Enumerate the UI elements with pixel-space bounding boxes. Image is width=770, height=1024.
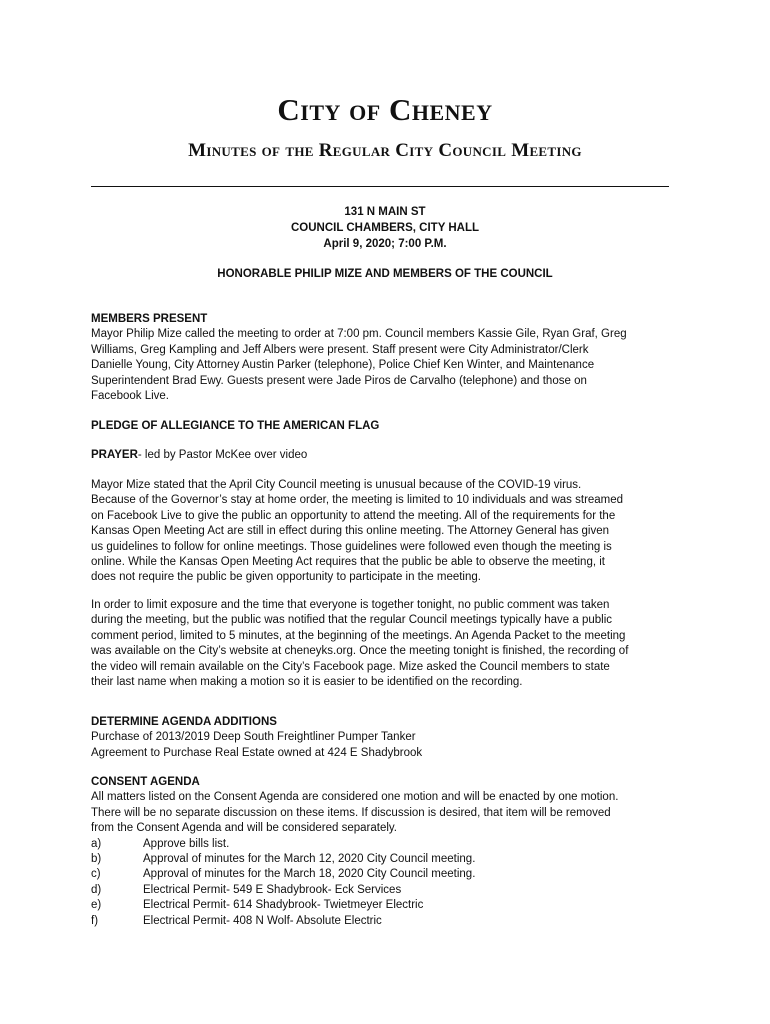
paragraph-line: online. While the Kansas Open Meeting Act requires that the public be able to observe the meeting, it xyxy=(91,556,605,569)
list-item xyxy=(91,914,681,929)
members-present-section xyxy=(91,312,681,404)
paragraph-line: does not require the public be given opportunity to participate in the meeting. xyxy=(91,571,481,584)
paragraph-line: Mayor Mize stated that the April City Council meeting is unusual because of the COVID-19 virus. xyxy=(91,479,582,491)
paragraph-line: All matters listed on the Consent Agenda are considered one motion and will be enacted by one motion. xyxy=(91,791,619,804)
section-heading: CONSENT AGENDA xyxy=(91,776,200,788)
paragraph-line: us guidelines to follow for online meetings. Those guidelines were followed even though the meeting is xyxy=(91,540,612,553)
paragraph-line: the video will remain available on the City’s Facebook page. Mize asked the Council members to state xyxy=(91,660,610,673)
paragraph-line: comment period, limited to 5 minutes, at the beginning of the meetings. An Agenda Packet to the meeting xyxy=(91,629,626,642)
prayer-text: - led by Pastor McKee over video xyxy=(137,449,308,461)
list-item-letter: d) xyxy=(91,883,102,896)
prayer-section xyxy=(91,448,681,463)
paragraph-line: was available on the City’s website at cheneyks.org. Once the meeting tonight is finished, the recording of xyxy=(91,645,629,658)
list-item-text: Approval of minutes for the March 18, 2020 City Council meeting. xyxy=(143,868,476,881)
section-heading: MEMBERS PRESENT xyxy=(91,313,208,325)
list-item xyxy=(91,867,681,882)
list-item-text: Approve bills list. xyxy=(143,837,230,850)
list-item xyxy=(91,883,681,898)
prayer-line xyxy=(91,448,681,463)
title-divider xyxy=(91,186,669,187)
paragraph-line: Kansas Open Meeting Act are still in effect during this online meeting. The Attorney General has given xyxy=(91,525,610,538)
section-heading: PLEDGE OF ALLEGIANCE TO THE AMERICAN FLAG xyxy=(91,420,380,432)
paragraph-line: In order to limit exposure and the time that everyone is together tonight, no public comment was taken xyxy=(91,599,610,611)
list-item xyxy=(91,898,681,913)
page-subtitle: Minutes of the Regular City Council Meeting xyxy=(188,140,582,161)
list-item-letter: b) xyxy=(91,853,102,866)
paragraph-line: Agreement to Purchase Real Estate owned at 424 E Shadybrook xyxy=(91,746,423,759)
list-item-text: Electrical Permit- 408 N Wolf- Absolute Electric xyxy=(143,914,382,927)
paragraph-line: Williams, Greg Kampling and Jeff Albers were present. Staff present were City Administrator/Clerk xyxy=(91,343,589,356)
section-heading: DETERMINE AGENDA ADDITIONS xyxy=(91,716,277,728)
page-title: City of Cheney xyxy=(277,92,493,127)
paragraph-line: There will be no separate discussion on these items. If discussion is desired, that item will be removed xyxy=(91,806,611,819)
list-item xyxy=(91,852,681,867)
paragraph-line: their last name when making a motion so it is easier to be identified on the recording. xyxy=(91,676,523,689)
meeting-location xyxy=(0,204,770,252)
paragraph-line: Superintendent Brad Ewy. Guests present were Jade Piros de Carvalho (telephone) and those on xyxy=(91,374,587,387)
paragraph-line: Because of the Governor’s stay at home order, the meeting is limited to 10 individuals and was streamed xyxy=(91,494,624,507)
address-line: April 9, 2020; 7:00 P.M. xyxy=(323,238,447,250)
list-item-text: Electrical Permit- 549 E Shadybrook- Eck Services xyxy=(143,883,402,896)
paragraph-line: on Facebook Live to give the public an opportunity to attend the meeting. All of the requirements for the xyxy=(91,509,616,522)
paragraph-line: Mayor Philip Mize called the meeting to order at 7:00 pm. Council members Kassie Gile, Ryan Graf, Greg xyxy=(91,328,627,341)
mayor-statement-paragraph xyxy=(91,478,681,586)
consent-agenda-section xyxy=(91,775,681,929)
list-item-letter: f) xyxy=(91,914,99,927)
address-line: COUNCIL CHAMBERS, CITY HALL xyxy=(290,222,480,234)
pledge-section xyxy=(91,419,681,434)
list-item xyxy=(91,837,681,852)
paragraph-line: from the Consent Agenda and will be considered separately. xyxy=(91,822,398,835)
list-item-letter: e) xyxy=(91,899,102,912)
list-item-text: Electrical Permit- 614 Shadybrook- Twietmeyer Electric xyxy=(143,899,424,912)
list-item-text: Approval of minutes for the March 12, 2020 City Council meeting. xyxy=(143,853,476,866)
list-item-letter: a) xyxy=(91,837,102,850)
paragraph-line: during the meeting, but the public was notified that the regular Council meetings typically have a public xyxy=(91,614,612,627)
public-comment-paragraph xyxy=(91,598,681,690)
paragraph-line: Purchase of 2013/2019 Deep South Freightliner Pumper Tanker xyxy=(91,731,416,744)
section-heading: PRAYER xyxy=(91,449,138,461)
agenda-additions-section xyxy=(91,715,681,761)
address-line: 131 N MAIN ST xyxy=(344,206,426,218)
paragraph-line: Danielle Young, City Attorney Austin Parker (telephone), Police Chief Ken Winter, and Maintenance xyxy=(91,359,595,372)
list-item-letter: c) xyxy=(91,868,101,881)
honorable-line: HONORABLE PHILIP MIZE AND MEMBERS OF THE COUNCIL xyxy=(217,268,553,280)
paragraph-line: Facebook Live. xyxy=(91,390,169,403)
